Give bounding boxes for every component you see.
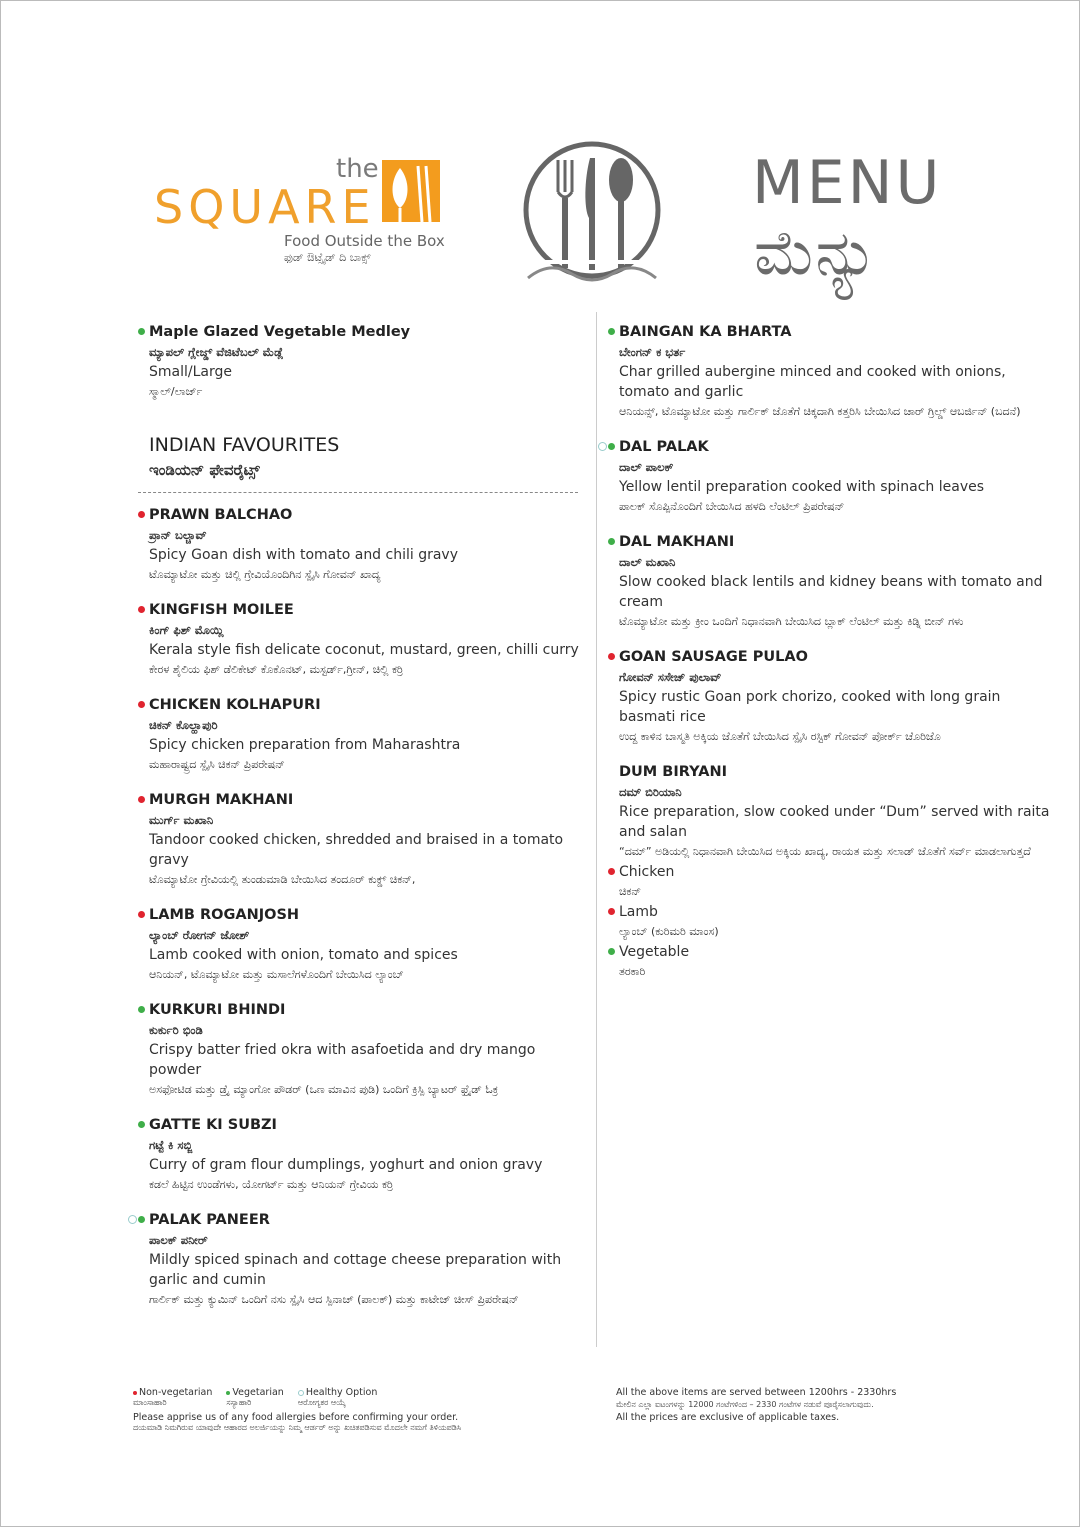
legend-label-kn: ಸಸ್ಯಾಹಾರಿ (226, 1398, 252, 1407)
biryani-option (608, 942, 1053, 982)
legend-veg (226, 1387, 283, 1408)
menu-item (138, 505, 588, 585)
veg-dot-icon (226, 1391, 230, 1395)
veg-dot-icon (608, 538, 615, 545)
legend-label: Healthy Option (305, 1387, 378, 1398)
item-desc: Mildly spiced spinach and cottage cheese preparation with garlic and cumin (149, 1252, 562, 1288)
item-desc-kn: ಕೇರಳ ಶೈಲಿಯ ಫಿಶ್ ಡೆಲಿಕೇಟ್ ಕೊಕೊನಟ್, ಮಸ್ಟರ್ಡ್,ಗ್ರೀನ್, ಚಿಲ್ಲಿ ಕರ್‍ರಿ (149, 663, 404, 676)
item-name: BAINGAN KA BHARTA (619, 324, 792, 340)
item-name: DAL MAKHANI (619, 534, 735, 550)
nonveg-dot-icon (138, 511, 145, 518)
timing-note: All the above items are served between 1200hrs - 2330hrs (616, 1387, 897, 1398)
menu-item (138, 322, 588, 402)
item-name-kn: ಬೇಂಗನ್ ಕ ಭರ್ತ (619, 345, 686, 359)
item-sizes-kn: ಸ್ಮಾಲ್/ಲಾರ್ಜ್ (149, 385, 203, 398)
veg-dot-icon (138, 1006, 145, 1013)
item-name-kn: ಕುರ್ಕುರಿ ಭಿಂಡಿ (149, 1023, 203, 1037)
menu-item (608, 322, 1053, 422)
brand-name: SQUARE (154, 180, 376, 234)
item-name-kn: ಚಿಕನ್ ಕೊಲ್ಹಾಪುರಿ (149, 718, 218, 732)
section-divider (138, 492, 578, 493)
option-name: Lamb (619, 904, 658, 920)
option-name: Chicken (619, 864, 675, 880)
healthy-option-icon (128, 1215, 137, 1224)
item-desc-kn: ಟೊಮ್ಯಾಟೋ ಗ್ರೇವಿಯಲ್ಲಿ ತುಂಡುಮಾಡಿ ಬೇಯಿಸಿದ ತಂದೂರ್ ಕುಕ್ಡ್ ಚಿಕನ್, (149, 873, 416, 886)
item-name-kn: ಮುರ್ಗ್ ಮಖಾನಿ (149, 813, 214, 827)
item-name-kn: ಗಟ್ಟೆ ಕಿ ಸಬ್ಜಿ (149, 1138, 193, 1152)
item-name: LAMB ROGANJOSH (149, 907, 300, 923)
footer-left (133, 1387, 593, 1433)
nonveg-dot-icon (138, 606, 145, 613)
item-name-kn: ಪ್ರಾನ್ ಬಲ್ಚಾವ್ (149, 528, 207, 542)
item-desc: Spicy Goan dish with tomato and chili gravy (149, 547, 459, 563)
item-desc: Yellow lentil preparation cooked with spinach leaves (619, 479, 985, 495)
legend-nonveg (133, 1387, 212, 1408)
section-title-kn: ಇಂಡಿಯನ್ ಫೇವರೈಟ್ಸ್ (149, 461, 260, 479)
item-name-kn: ಲ್ಯಾಂಬ್ ರೋಗನ್ ಜೋಶ್ (149, 928, 250, 942)
item-name: MURGH MAKHANI (149, 792, 294, 808)
item-desc-kn: ಉದ್ದ ಕಾಳಿನ ಬಾಸ್ಮತಿ ಅಕ್ಕಿಯ ಜೊತೆಗೆ ಬೇಯಿಸಿದ ಸ್ಪೈಸಿ ರಸ್ಟಿಕ್ ಗೋವನ್ ಪೋರ್ಕ್ ಚೊರಿಜೊ (619, 730, 941, 743)
nonveg-dot-icon (138, 796, 145, 803)
brand-tagline: Food Outside the Box (284, 232, 445, 250)
item-desc-kn: ಟೊಮ್ಯಾಟೋ ಮತ್ತು ಕ್ರೀಂ ಒಂದಿಗೆ ನಿಧಾನವಾಗಿ ಬೇಯಿಸಿದ ಬ್ಲಾಕ್ ಲೆಂಟಿಲ್ ಮತ್ತು ಕಿಡ್ನಿ ಬೀನ್ ಗಳು (619, 615, 964, 628)
menu-item (138, 1210, 588, 1310)
nonveg-dot-icon (608, 868, 615, 875)
legend-label: Non-vegetarian (139, 1387, 213, 1398)
item-name: PRAWN BALCHAO (149, 507, 293, 523)
allergy-note: Please apprise us of any food allergies before confirming your order. (133, 1412, 459, 1423)
item-name-kn: ಮ್ಯಾಪಲ್ ಗ್ಲೇಜ್ಡ್ ವೆಜಿಟೆಬಲ್ ಮೆಡ್ಲೆ (149, 345, 284, 359)
item-name: CHICKEN KOLHAPURI (149, 697, 321, 713)
item-desc-kn: ಮಹಾರಾಷ್ಟ್ರದ ಸ್ಪೈಸಿ ಚಿಕನ್ ಪ್ರಿಪರೇಷನ್ (149, 758, 285, 771)
legend-label-kn: ಮಾಂಸಾಹಾರಿ (133, 1398, 167, 1407)
healthy-option-icon (298, 1390, 304, 1396)
item-desc: Kerala style fish delicate coconut, mustard, green, chilli curry (149, 642, 579, 658)
nonveg-dot-icon (138, 911, 145, 918)
biryani-option (608, 902, 1053, 942)
column-divider (596, 312, 597, 1347)
menu-title-kn: ಮೆನ್ಯು (754, 216, 879, 289)
item-desc-kn: ಅಸಫೋಟಿಡ ಮತ್ತು ಡ್ರೈ ಮ್ಯಾಂಗೋ ಪೌಡರ್ (ಒಣ ಮಾವಿನ ಪುಡಿ) ಒಂದಿಗೆ ಕ್ರಿಸ್ಪಿ ಬ್ಯಾಟರ್ ಫ್ರೈಡ್ ಓಕ್ರ (149, 1083, 499, 1096)
option-name-kn: ಲ್ಯಾಂಬ್ (ಕುರಿಮರಿ ಮಾಂಸ) (619, 925, 719, 938)
item-desc: Lamb cooked with onion, tomato and spices (149, 947, 458, 963)
menu-item-biryani (608, 762, 1053, 862)
item-name: DUM BIRYANI (619, 764, 727, 780)
item-desc-kn: ಗಾರ್ಲಿಕ್ ಮತ್ತು ಕ್ಯುಮಿನ್ ಒಂದಿಗೆ ನಸು ಸ್ಪೈಸಿ ಆದ ಸ್ಪಿನಾಚ್ (ಪಾಲಕ್) ಮತ್ತು ಕಾಟೇಜ್ ಚೀಸ್ ಪ್ರಿಪರೇಷನ್ (149, 1293, 519, 1306)
item-name: DAL PALAK (619, 439, 709, 455)
section-title: INDIAN FAVOURITES (149, 434, 340, 456)
nonveg-dot-icon (608, 908, 615, 915)
nonveg-dot-icon (138, 701, 145, 708)
item-desc-kn: ಆನಿಯನ್ಸ್, ಟೊಮ್ಯಾಟೋ ಮತ್ತು ಗಾರ್ಲಿಕ್ ಜೊತೆಗೆ ಚಿಕ್ಕದಾಗಿ ಕತ್ತರಿಸಿ ಬೇಯಿಸಿದ ಚಾರ್ ಗ್ರಿಲ್ಡ್ ಆಬರ್ಜಿನ್ (ಬದನೆ) (619, 405, 1021, 418)
item-name: GOAN SAUSAGE PULAO (619, 649, 808, 665)
item-name-kn: ಕಿಂಗ್ ಫಿಶ್ ಮೊಯ್ಲಿ (149, 623, 224, 637)
item-desc: Rice preparation, slow cooked under “Dum” served with raita and salan (619, 804, 1050, 840)
brand-tagline-kn: ಫುಡ್ ಔಟ್ಸೈಡ್ ದಿ ಬಾಕ್ಸ್ (284, 251, 371, 264)
veg-dot-icon (608, 948, 615, 955)
item-desc-kn: ಕಡಲೆ ಹಿಟ್ಟಿನ ಉಂಡೆಗಳು, ಯೋಗರ್ಟ್ ಮತ್ತು ಆನಿಯನ್ ಗ್ರೇವಿಯ ಕರ್‍ರಿ (149, 1178, 394, 1191)
legend-label: Vegetarian (232, 1387, 284, 1398)
right-column (608, 322, 1053, 982)
option-name: Vegetable (619, 944, 690, 960)
item-sizes: Small/Large (149, 364, 232, 380)
option-name-kn: ತರಕಾರಿ (619, 965, 646, 978)
item-desc-kn: ಪಾಲಕ್ ಸೊಪ್ಪಿನೊಂದಿಗೆ ಬೇಯಿಸಿದ ಹಳದಿ ಲೆಂಟಿಲ್ ಪ್ರಿಪರೇಷನ್ (619, 500, 845, 513)
item-desc: Crispy batter fried okra with asafoetida and dry mango powder (149, 1042, 536, 1078)
menu-item (138, 695, 588, 775)
healthy-option-icon (598, 442, 607, 451)
menu-title: MENU (752, 148, 943, 218)
veg-dot-icon (138, 328, 145, 335)
menu-item (608, 647, 1053, 747)
menu-item (138, 905, 588, 985)
item-desc-kn: “ದಮ್” ಅಡಿಯಲ್ಲಿ ನಿಧಾನವಾಗಿ ಬೇಯಿಸಿದ ಅಕ್ಕಿಯ ಖಾದ್ಯ, ರಾಯತ ಮತ್ತು ಸಲಾಡ್ ಜೊತೆಗೆ ಸರ್ವ್ ಮಾಡಲಾಗುತ್ತದೆ (619, 845, 1031, 858)
veg-dot-icon (138, 1121, 145, 1128)
taxes-note: All the prices are exclusive of applicable taxes. (616, 1412, 840, 1423)
menu-item (138, 1115, 588, 1195)
item-desc-kn: ಆನಿಯನ್, ಟೊಮ್ಯಾಟೋ ಮತ್ತು ಮಸಾಲೆಗಳೊಂದಿಗೆ ಬೇಯಿಸಿದ ಲ್ಯಾಂಬ್ (149, 968, 404, 981)
item-name-kn: ದಮ್ ಬಿರಿಯಾನಿ (619, 785, 682, 799)
item-name-kn: ಪಾಲಕ್ ಪನೀರ್ (149, 1233, 208, 1247)
diet-legend (133, 1387, 593, 1408)
item-desc: Slow cooked black lentils and kidney beans with tomato and cream (619, 574, 1043, 610)
allergy-note-kn: ದಯಮಾಡಿ ನಿಮಗಿರುವ ಯಾವುದೇ ಆಹಾರದ ಅಲರ್ಜಿಯನ್ನು ನಿಮ್ಮ ಆರ್ಡರ್ ಅನ್ನು ಖಚಿತಪಡಿಸುವ ಮೊದಲೇ ನಮಗೆ ತಿಳಿಯಪಡಿಸಿ (133, 1423, 462, 1432)
utensil-box-icon (382, 160, 440, 222)
nonveg-dot-icon (133, 1391, 137, 1395)
menu-item (608, 437, 1053, 517)
timing-note-kn: ಮೇಲಿನ ಎಲ್ಲಾ ಐಟಂಗಳನ್ನು 12000 ಗಂಟೆಗಳಿಂದ – 2330 ಗಂಟೆಗಳ ನಡುವೆ ಪೂರೈಸಲಾಗುವುದು. (616, 1400, 874, 1409)
item-name: KINGFISH MOILEE (149, 602, 294, 618)
veg-dot-icon (608, 443, 615, 450)
footer-right (616, 1387, 1056, 1423)
brand-logo (150, 150, 450, 270)
item-desc-kn: ಟೊಮ್ಯಾಟೋ ಮತ್ತು ಚಿಲ್ಲಿ ಗ್ರೇವಿಯೊಂದಿಗಿನ ಸ್ಪೈಸಿ ಗೋವನ್ ಖಾದ್ಯ (149, 568, 381, 581)
legend-label-kn: ಆರೋಗ್ಯಕರ ಆಯ್ಕೆ (297, 1398, 346, 1407)
item-desc: Tandoor cooked chicken, shredded and braised in a tomato gravy (149, 832, 564, 868)
item-name: PALAK PANEER (149, 1212, 270, 1228)
item-desc: Spicy rustic Goan pork chorizo, cooked with long grain basmati rice (619, 689, 1001, 725)
menu-item (138, 1000, 588, 1100)
item-name-kn: ದಾಲ್ ಮಖಾನಿ (619, 555, 676, 569)
item-name-kn: ಗೋವನ್ ಸಸೇಜ್ ಪುಲಾವ್ (619, 670, 722, 684)
item-desc: Char grilled aubergine minced and cooked with onions, tomato and garlic (619, 364, 1006, 400)
biryani-option (608, 862, 1053, 902)
option-name-kn: ಚಿಕನ್ (619, 885, 642, 898)
item-name: KURKURI BHINDI (149, 1002, 286, 1018)
cutlery-emblem-icon (520, 140, 665, 290)
item-desc: Curry of gram flour dumplings, yoghurt and onion gravy (149, 1157, 543, 1173)
item-desc: Spicy chicken preparation from Maharashtra (149, 737, 461, 753)
section-header (138, 432, 588, 482)
legend-healthy (298, 1387, 378, 1408)
nonveg-dot-icon (608, 653, 615, 660)
item-name-kn: ದಾಲ್ ಪಾಲಕ್ (619, 460, 674, 474)
item-name: GATTE KI SUBZI (149, 1117, 277, 1133)
veg-dot-icon (608, 328, 615, 335)
menu-item (138, 790, 588, 890)
item-name: Maple Glazed Vegetable Medley (149, 324, 411, 340)
veg-dot-icon (138, 1216, 145, 1223)
menu-item (138, 600, 588, 680)
menu-item (608, 532, 1053, 632)
left-column (138, 322, 588, 1310)
brand-the: the (336, 154, 379, 184)
